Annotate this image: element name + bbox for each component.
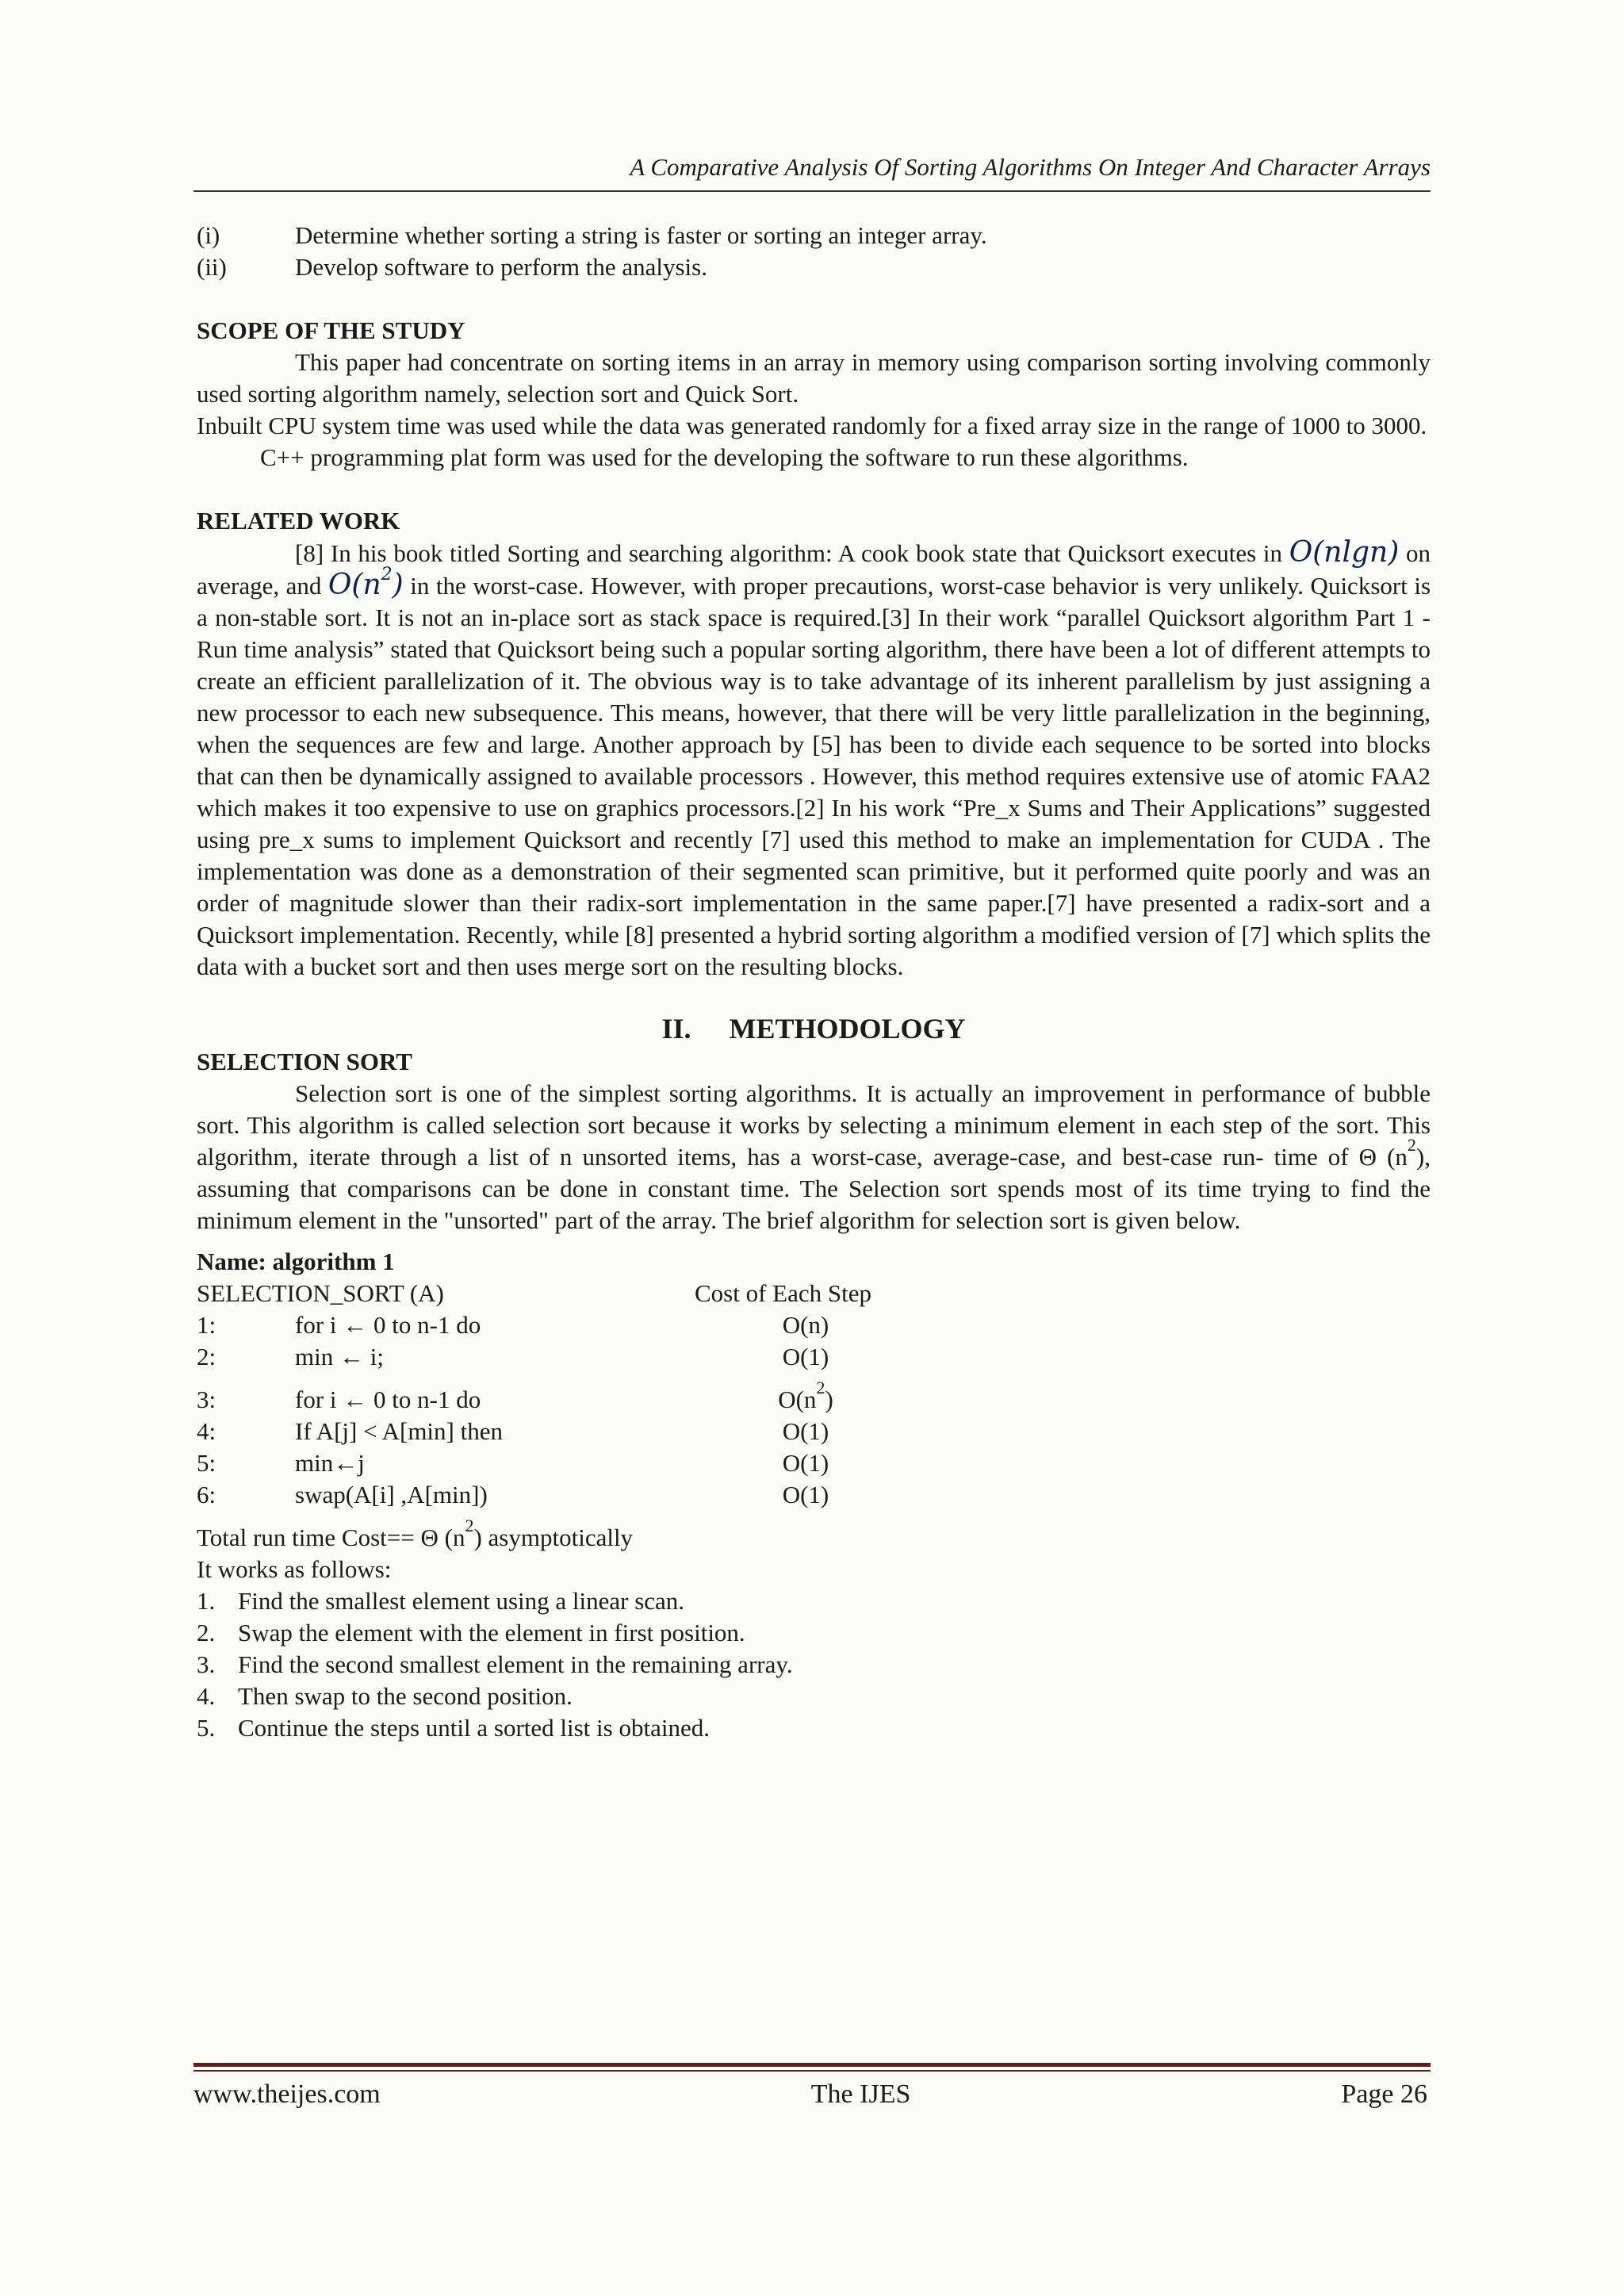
step-cost: O(n) — [782, 1311, 829, 1339]
related-work-heading: RELATED WORK — [197, 507, 400, 535]
objective-text: Develop software to perform the analysis. — [295, 253, 707, 281]
list-item — [197, 1681, 1431, 1712]
exponent: 2 — [1407, 1135, 1416, 1155]
algorithm-header-row — [197, 1278, 1431, 1309]
step-code: for i ← 0 to n-1 do — [295, 1311, 481, 1339]
section-name: METHODOLOGY — [729, 1013, 966, 1045]
footer-rule — [193, 2070, 1431, 2072]
section-number: II. — [661, 1013, 691, 1045]
list-item — [197, 1617, 1431, 1649]
cost-header: Cost of Each Step — [695, 1279, 871, 1307]
objective-item — [197, 220, 1431, 251]
step-number: 3: — [197, 1386, 216, 1413]
step-cost: O(1) — [782, 1449, 829, 1477]
step-number: 4: — [197, 1417, 216, 1445]
scope-paragraph-1: This paper had concentrate on sorting items in an array in memory using comparison sorting involving commonly used sorting algorithm namely, selection sort and Quick Sort. — [197, 348, 1431, 408]
total-runtime — [197, 1516, 1431, 1554]
list-number: 4. — [197, 1682, 216, 1710]
step-cost: O(1) — [782, 1343, 829, 1370]
math-o-n-squared — [327, 565, 404, 601]
related-work-paragraph — [197, 537, 1431, 983]
algorithm-step — [197, 1479, 1431, 1511]
math-o-nlgn: O(nlgn) — [1289, 536, 1400, 569]
step-number: 6: — [197, 1481, 216, 1508]
total-exponent: 2 — [465, 1516, 474, 1535]
cost-close: ) — [825, 1386, 833, 1413]
step-cost: O(1) — [782, 1481, 829, 1508]
page-footer — [193, 2077, 1427, 2112]
list-item — [197, 1585, 1431, 1617]
math-close: ) — [392, 569, 404, 601]
selection-sort-heading: SELECTION SORT — [197, 1048, 412, 1075]
math-exponent: 2 — [381, 565, 393, 585]
objective-number: (ii) — [197, 253, 227, 281]
objective-text: Determine whether sorting a string is faster or sorting an integer array. — [295, 221, 987, 249]
algorithm-name: Name: algorithm 1 — [197, 1248, 395, 1275]
header-rule — [193, 190, 1431, 192]
algorithm-step — [197, 1309, 1431, 1341]
step-number: 1: — [197, 1311, 216, 1339]
algorithm-signature: SELECTION_SORT (A) — [197, 1279, 444, 1307]
section-title — [197, 1011, 1431, 1046]
objective-item — [197, 251, 1431, 283]
page-content — [197, 220, 1431, 1744]
works-intro: It works as follows: — [197, 1555, 392, 1583]
list-text: Swap the element with the element in first position. — [238, 1619, 745, 1646]
list-number: 1. — [197, 1587, 216, 1615]
step-code: min ← i; — [295, 1343, 384, 1370]
selection-sort-text-b: ), assuming that comparisons can be done in constant time. The Selection sort spends most of its time trying to find the minimum element in the "unsorted" part of the array. The brief algorithm for selection sort is given below. — [197, 1143, 1431, 1234]
step-code: If A[j] < A[min] then — [295, 1417, 503, 1445]
step-code: min←j — [295, 1449, 365, 1477]
footer-journal: The IJES — [810, 2079, 911, 2109]
running-title: A Comparative Analysis Of Sorting Algorithms On Integer And Character Arrays — [630, 153, 1431, 181]
step-cost: O(1) — [782, 1417, 829, 1445]
scope-heading: SCOPE OF THE STUDY — [197, 316, 465, 344]
cost-exponent: 2 — [816, 1378, 825, 1397]
algorithm-step — [197, 1447, 1431, 1479]
cost-base: O(n — [778, 1386, 817, 1413]
selection-sort-paragraph — [197, 1078, 1431, 1236]
algorithm-step — [197, 1373, 1431, 1416]
step-number: 5: — [197, 1449, 216, 1477]
footer-page-number: Page 26 — [1341, 2079, 1427, 2109]
step-code: swap(A[i] ,A[min]) — [295, 1481, 488, 1508]
list-text: Find the second smallest element in the remaining array. — [238, 1650, 793, 1678]
footer-website: www.theijes.com — [193, 2079, 381, 2109]
footer-rule — [193, 2063, 1431, 2067]
related-work-text-mid: on average, and — [197, 539, 1431, 600]
algorithm-step — [197, 1341, 1431, 1373]
list-number: 3. — [197, 1650, 216, 1678]
related-work-text-start: [8] In his book titled Sorting and searching algorithm: A cook book state that Quicksort executes in — [295, 539, 1283, 567]
objective-number: (i) — [197, 221, 220, 249]
step-code: for i ← 0 to n-1 do — [295, 1386, 481, 1413]
algorithm-step — [197, 1416, 1431, 1447]
total-text-b: ) asymptotically — [473, 1524, 634, 1551]
step-number: 2: — [197, 1343, 216, 1370]
list-item — [197, 1649, 1431, 1681]
list-text: Find the smallest element using a linear scan. — [238, 1587, 685, 1615]
related-work-text-rest: in the worst-case. However, with proper precautions, worst-case behavior is very unlikely. Quicksort is a non-stable sort. It is not an in-place sort as stack space is required.[3] In their work “parallel Quicksort algorithm Part 1 - Run time analysis” stated that Quicksort being such a popular sorting algorithm, there have been a lot of different attempts to create an efficient parallelization of it. The obvious way is to take advantage of its inherent parallelism by just assigning a new processor to each new subsequence. This means, however, that there will be very little parallelization in the beginning, when the sequences are few and large. Another approach by [5] has been to divide each sequence to be sorted into blocks that can then be dynamically assigned to available processors . However, this method requires extensive use of atomic FAA2 which makes it too expensive to use on graphics processors.[2] In his work “Pre_x Sums and Their Applications” suggested using pre_x sums to implement Quicksort and recently [7] used this method to make an implementation for CUDA . The implementation was done as a demonstration of their segmented scan primitive, but it performed quite poorly and was an order of magnitude slower than their radix-sort implementation in the same paper.[7] have presented a radix-sort and a Quicksort implementation. Recently, while [8] presented a hybrid sorting algorithm a modified version of [7] which splits the data with a bucket sort and then uses merge sort on the resulting blocks. — [197, 572, 1431, 980]
list-item — [197, 1712, 1431, 1744]
scope-paragraph-2: Inbuilt CPU system time was used while the data was generated randomly for a fixed array size in the range of 1000 to 3000. — [197, 412, 1427, 439]
step-cost — [695, 1378, 917, 1416]
math-base: O(n — [327, 569, 381, 601]
scope-paragraph-3: C++ programming plat form was used for the developing the software to run these algorithms. — [260, 443, 1189, 471]
total-text-a: Total run time Cost== Θ (n — [197, 1524, 465, 1551]
list-number: 2. — [197, 1619, 216, 1646]
list-text: Continue the steps until a sorted list is obtained. — [238, 1714, 710, 1742]
selection-sort-text-a: Selection sort is one of the simplest sorting algorithms. It is actually an improvement in performance of bubble sort. This algorithm is called selection sort because it works by selecting a minimum element in each step of the sort. This algorithm, iterate through a list of n unsorted items, has a worst-case, average-case, and best-case run- time of Θ (n — [197, 1079, 1431, 1171]
list-number: 5. — [197, 1714, 216, 1742]
list-text: Then swap to the second position. — [238, 1682, 573, 1710]
